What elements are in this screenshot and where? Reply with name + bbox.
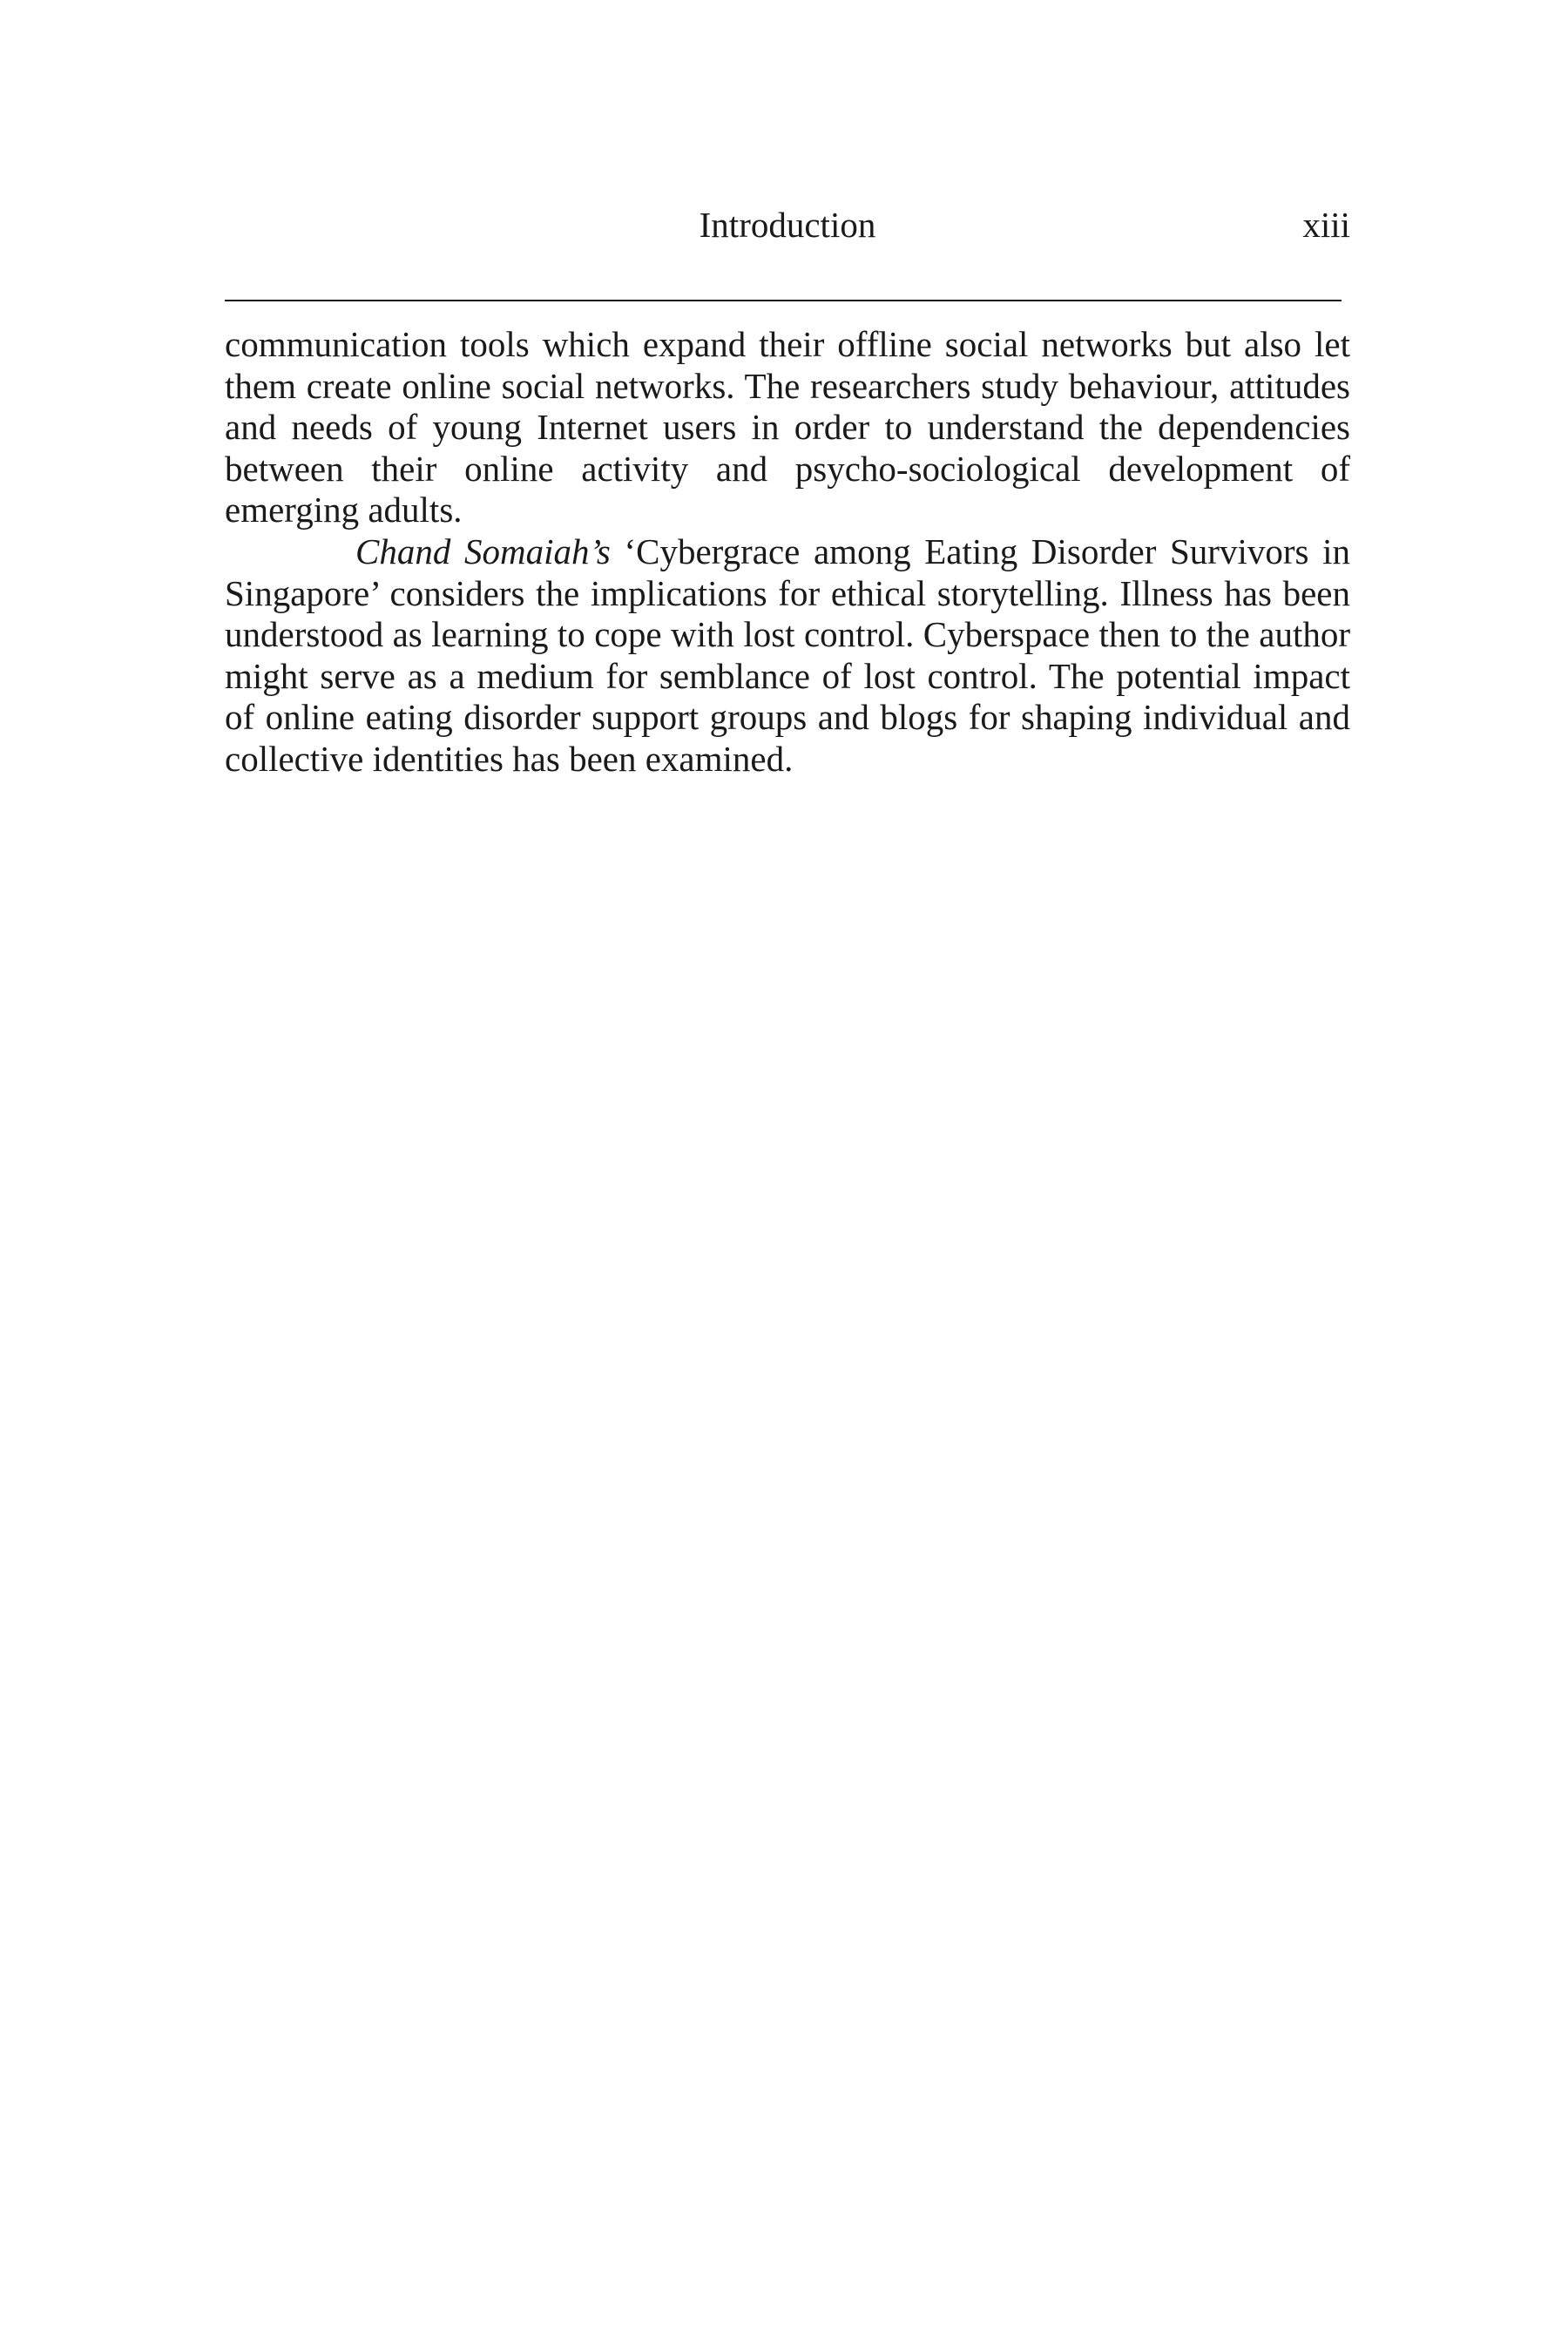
paragraph [225,531,1350,781]
body-text [225,324,1350,781]
paragraph-text: ‘Cybergrace among Eating Disorder Survivors in Singapore’ considers the implications for ethical storytelling. Illness has been understood as learning to cope with lost control. Cyberspace then to the author might serve as a medium for semblance of lost control. The potential impact of online eating disorder support groups and blogs for shaping individual and collective identities has been examined. [225,531,1351,779]
running-head [225,199,1350,251]
author-name: Chand Somaiah’s [355,531,611,571]
paragraph: communication tools which expand their offline social networks but also let them create online social networks. The researchers study behaviour, attitudes and needs of young Internet users in order to understand the dependencies between their online activity and psycho-sociological development of emerging adults. [225,324,1350,531]
header-rule [225,300,1342,301]
running-title: Introduction [699,205,876,245]
page-number: xiii [1302,205,1350,245]
